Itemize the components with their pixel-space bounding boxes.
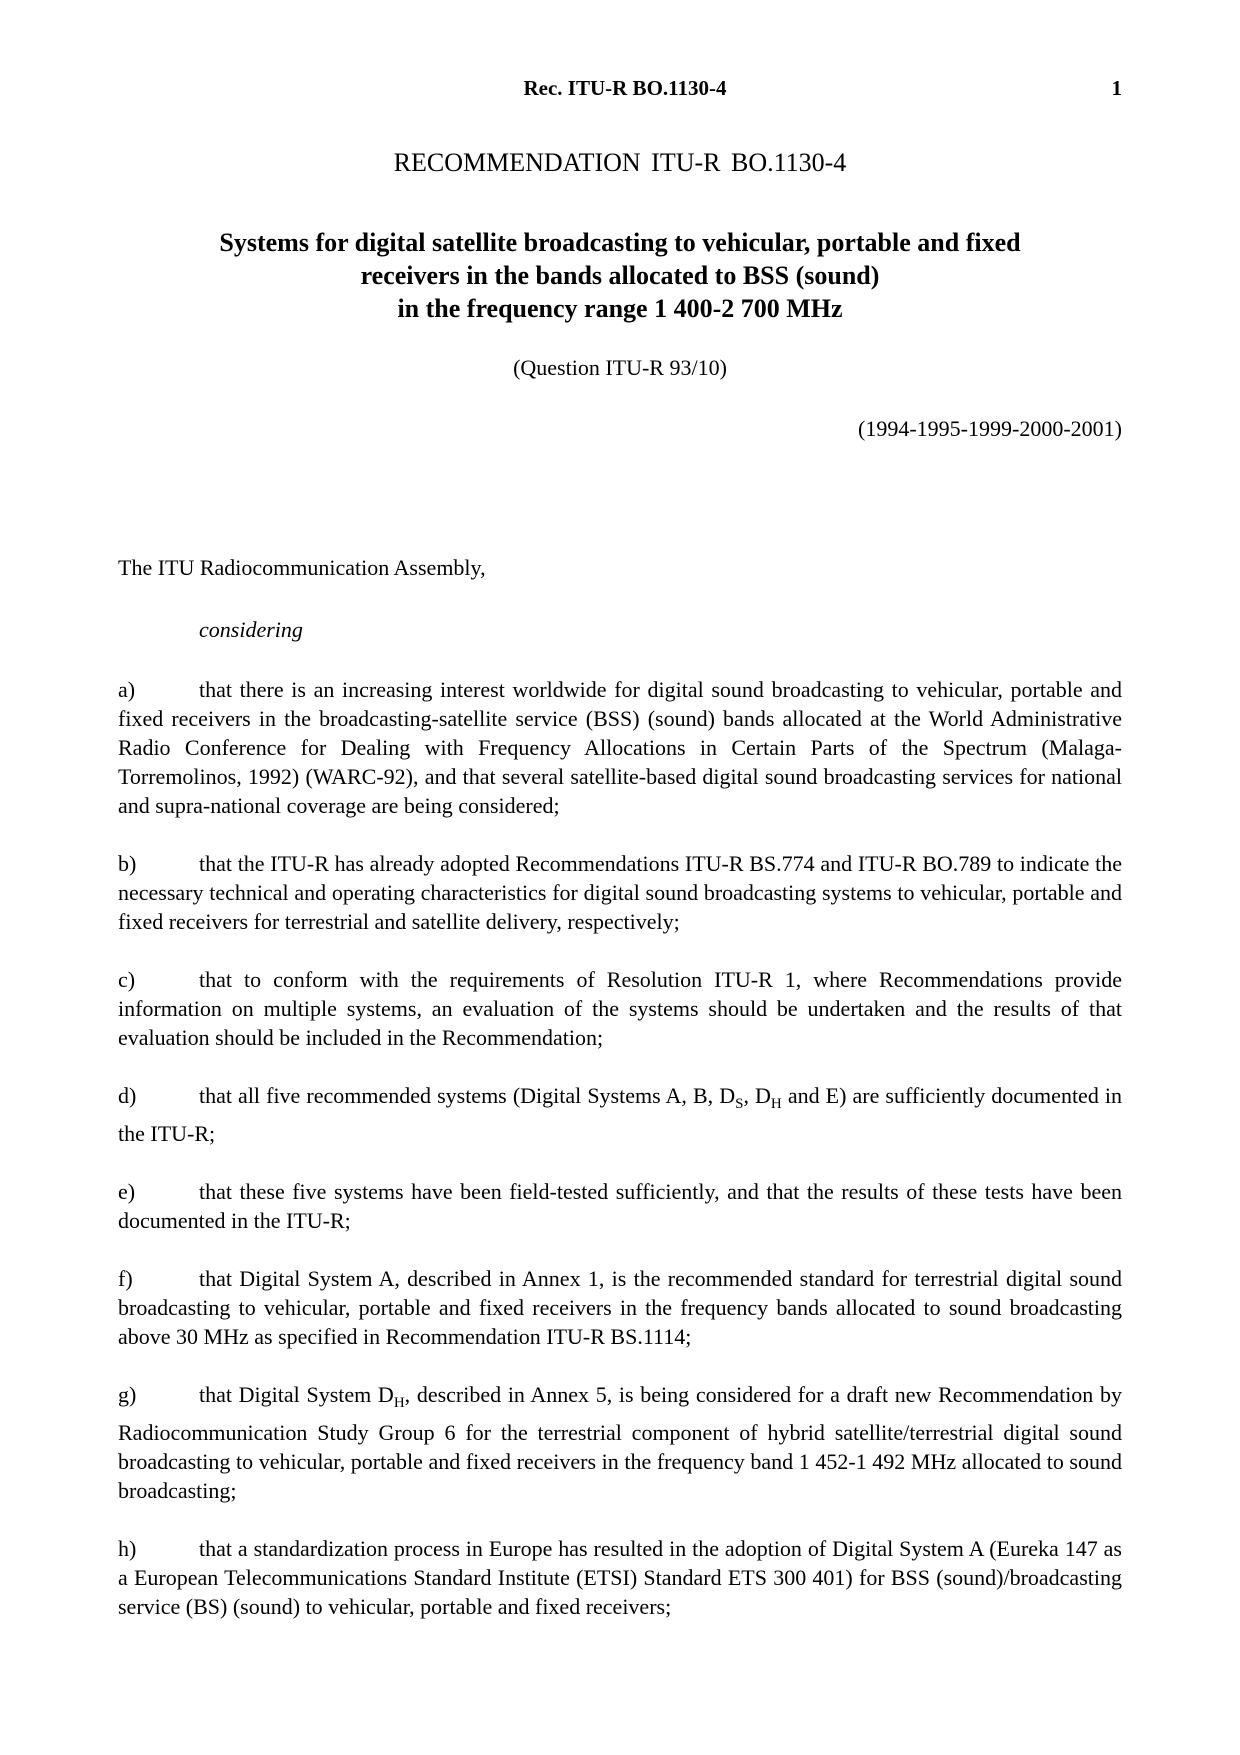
clause-b [118, 849, 1122, 936]
clause-e [118, 1177, 1122, 1235]
clause-letter: d) [118, 1083, 137, 1108]
clause-text-end: , described in Annex 5, is being considered for a draft new Recommendation by Radiocommunication Study Group 6 for the terrestrial component of hybrid satellite/terrestrial digital sound broadcasting to vehicular, portable and fixed receivers in the frequency band 1 452-1 492 MHz allocated to sound broadcasting; [118, 1382, 1122, 1503]
clause-letter: e) [118, 1179, 136, 1204]
considering-clauses [118, 675, 1122, 1650]
clause-f [118, 1264, 1122, 1351]
clause-text: that to conform with the requirements of Resolution ITU-R 1, where Recommendations provide information on multiple systems, an evaluation of the systems should be undertaken and the results of that evaluation should be included in the Recommendation; [118, 967, 1122, 1050]
subscript-s: S [735, 1096, 744, 1112]
clause-text: that Digital System A, described in Annex 1, is the recommended standard for terrestrial digital sound broadcasting to vehicular, portable and fixed receivers in the frequency bands allocated to sound broadcasting above 30 MHz as specified in Recommendation ITU-R BS.1114; [118, 1266, 1122, 1349]
main-title-line-1: Systems for digital satellite broadcasting to vehicular, portable and fixed [219, 228, 1021, 257]
considering-heading: considering [199, 617, 303, 642]
clause-text-middle: , D [743, 1083, 771, 1108]
clause-text: that a standardization process in Europe has resulted in the adoption of Digital System A (Eureka 147 as a European Telecommunications Standard Institute (ETSI) Standard ETS 300 401) for BSS (sound)/broadcasting service (BS) (sound) to vehicular, portable and fixed receivers; [118, 1536, 1122, 1619]
clause-h [118, 1534, 1122, 1621]
main-title-line-3: in the frequency range 1 400-2 700 MHz [397, 294, 843, 323]
clause-d [118, 1081, 1122, 1148]
clause-text-start: that all five recommended systems (Digital Systems A, B, D [199, 1083, 736, 1108]
question-reference: (Question ITU-R 93/10) [513, 355, 727, 380]
assembly-preamble: The ITU Radiocommunication Assembly, [118, 555, 486, 580]
revision-years: (1994-1995-1999-2000-2001) [858, 416, 1122, 441]
clause-letter: h) [118, 1536, 137, 1561]
clause-text-start: that Digital System D [199, 1382, 394, 1407]
main-title-line-2: receivers in the bands allocated to BSS (sound) [360, 261, 880, 290]
clause-letter: a) [118, 677, 136, 702]
main-title [118, 226, 1122, 325]
clause-text: that the ITU-R has already adopted Recommendations ITU-R BS.774 and ITU-R BO.789 to indicate the necessary technical and operating characteristics for digital sound broadcasting systems to vehicular, portable and fixed receivers for terrestrial and satellite delivery, respectively; [118, 851, 1122, 934]
subscript-h: H [393, 1395, 405, 1411]
clause-text-end: and E) are sufficiently documented in the ITU-R; [118, 1083, 1122, 1146]
page-number: 1 [1111, 76, 1122, 100]
clause-text: that there is an increasing interest worldwide for digital sound broadcasting to vehicular, portable and fixed receivers in the broadcasting-satellite service (BSS) (sound) bands allocated at the World Administrative Radio Conference for Dealing with Frequency Allocations in Certain Parts of the Spectrum (Malaga-Torremolinos, 1992) (WARC-92), and that several satellite-based digital sound broadcasting services for national and supra-national coverage are being considered; [118, 677, 1122, 818]
recommendation-title: RECOMMENDATION ITU-R BO.1130-4 [393, 148, 847, 177]
clause-letter: c) [118, 967, 136, 992]
clause-c [118, 965, 1122, 1052]
clause-g [118, 1380, 1122, 1505]
clause-letter: b) [118, 851, 137, 876]
running-header [118, 76, 1122, 106]
clause-letter: f) [118, 1266, 133, 1291]
header-title: Rec. ITU-R BO.1130-4 [523, 76, 727, 100]
clause-letter: g) [118, 1382, 137, 1407]
subscript-h: H [770, 1096, 782, 1112]
clause-text: that these five systems have been field-tested sufficiently, and that the results of these tests have been documented in the ITU-R; [118, 1179, 1122, 1233]
clause-a [118, 675, 1122, 820]
